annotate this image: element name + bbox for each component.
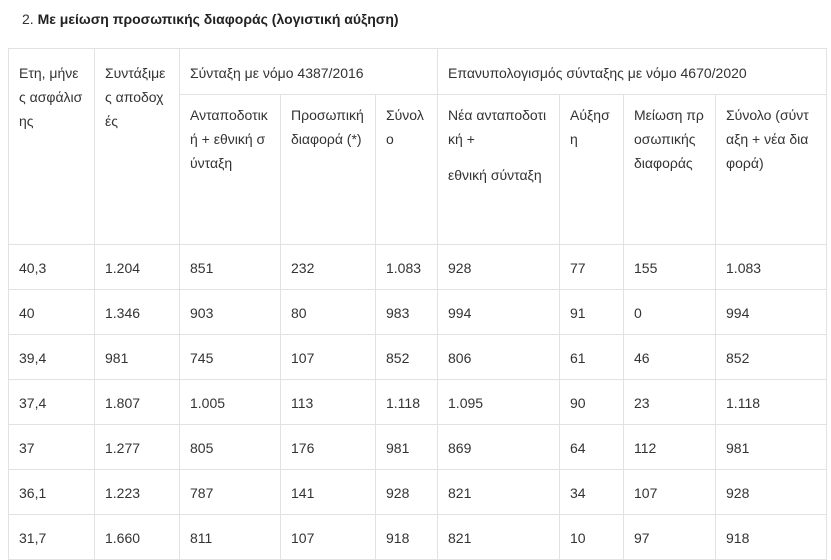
cell-old-contributory: 811 [180,515,281,560]
cell-old-personal-diff: 141 [281,470,376,515]
cell-years: 31,7 [9,515,95,560]
cell-old-personal-diff: 107 [281,335,376,380]
cell-new-diff-reduction: 23 [624,380,716,425]
cell-new-diff-reduction: 46 [624,335,716,380]
cell-old-personal-diff: 80 [281,290,376,335]
cell-old-total: 928 [376,470,438,515]
cell-old-contributory: 805 [180,425,281,470]
table-row [9,515,827,560]
cell-old-personal-diff: 176 [281,425,376,470]
cell-new-diff-reduction: 155 [624,245,716,290]
header-row-1 [9,49,827,95]
section-heading [22,11,399,27]
table-row [9,380,827,425]
cell-new-total: 918 [716,515,827,560]
cell-old-contributory: 1.005 [180,380,281,425]
cell-years: 36,1 [9,470,95,515]
cell-new-contributory: 869 [438,425,560,470]
cell-old-total: 981 [376,425,438,470]
cell-new-contributory: 928 [438,245,560,290]
table-row [9,425,827,470]
cell-old-personal-diff: 107 [281,515,376,560]
cell-new-diff-reduction: 0 [624,290,716,335]
header-new-contributory-line2: εθνική σύνταξη [448,167,542,183]
header-wages: Συντάξιμες αποδοχές [95,49,180,245]
cell-new-increase: 90 [560,380,624,425]
table-row [9,245,827,290]
cell-new-total: 928 [716,470,827,515]
cell-new-diff-reduction: 107 [624,470,716,515]
header-new-contributory-line1: Νέα ανταποδοτική + [448,107,547,147]
header-group-new: Επανυπολογισμός σύνταξης με νόμο 4670/2020 [438,49,827,95]
cell-old-contributory: 787 [180,470,281,515]
header-years: Ετη, μήνες ασφάλισης [9,49,95,245]
table-row [9,470,827,515]
cell-new-increase: 34 [560,470,624,515]
cell-years: 37 [9,425,95,470]
cell-new-increase: 61 [560,335,624,380]
header-old-total: Σύνολο [376,95,438,245]
header-new-diff-reduction: Μείωση προσωπικής διαφοράς [624,95,716,245]
cell-new-contributory: 806 [438,335,560,380]
cell-years: 40 [9,290,95,335]
section-title: Με μείωση προσωπικής διαφοράς (λογιστική αύξηση) [37,11,399,27]
cell-old-personal-diff: 232 [281,245,376,290]
cell-wages: 1.223 [95,470,180,515]
cell-old-total: 983 [376,290,438,335]
cell-old-total: 918 [376,515,438,560]
cell-old-total: 1.083 [376,245,438,290]
cell-new-increase: 64 [560,425,624,470]
cell-old-personal-diff: 113 [281,380,376,425]
cell-old-contributory: 903 [180,290,281,335]
cell-wages: 1.346 [95,290,180,335]
cell-new-diff-reduction: 97 [624,515,716,560]
cell-new-total: 1.083 [716,245,827,290]
cell-wages: 981 [95,335,180,380]
cell-new-increase: 91 [560,290,624,335]
cell-years: 40,3 [9,245,95,290]
cell-new-diff-reduction: 112 [624,425,716,470]
cell-new-contributory: 1.095 [438,380,560,425]
header-group-old: Σύνταξη με νόμο 4387/2016 [180,49,438,95]
cell-old-contributory: 745 [180,335,281,380]
cell-old-total: 1.118 [376,380,438,425]
cell-new-total: 1.118 [716,380,827,425]
cell-new-increase: 10 [560,515,624,560]
cell-new-increase: 77 [560,245,624,290]
header-old-contributory: Ανταποδοτική + εθνική σύνταξη [180,95,281,245]
header-new-total: Σύνολο (σύνταξη + νέα διαφορά) [716,95,827,245]
cell-old-total: 852 [376,335,438,380]
cell-new-contributory: 821 [438,515,560,560]
header-new-contributory [438,95,560,245]
pension-table [8,48,827,560]
table-row [9,290,827,335]
cell-wages: 1.204 [95,245,180,290]
table-row [9,335,827,380]
header-new-increase: Αύξηση [560,95,624,245]
cell-wages: 1.277 [95,425,180,470]
section-number: 2. [22,11,34,27]
cell-new-contributory: 821 [438,470,560,515]
cell-new-total: 994 [716,290,827,335]
cell-years: 39,4 [9,335,95,380]
cell-new-total: 852 [716,335,827,380]
cell-wages: 1.807 [95,380,180,425]
cell-new-contributory: 994 [438,290,560,335]
cell-old-contributory: 851 [180,245,281,290]
header-old-personal-diff: Προσωπική διαφορά (*) [281,95,376,245]
cell-new-total: 981 [716,425,827,470]
cell-wages: 1.660 [95,515,180,560]
cell-years: 37,4 [9,380,95,425]
